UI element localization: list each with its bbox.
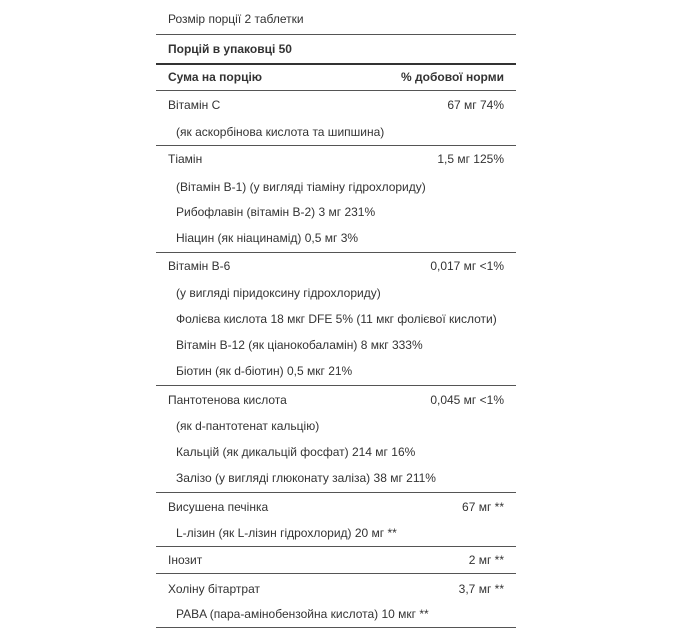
nutrient-detail: (Вітамін В-1) (у вигляді тіаміну гідрохлориду) [176,180,426,194]
nutrient-value: 67 мг ** [462,500,504,514]
nutrient-detail: Ніацин (як ніацинамід) 0,5 мг 3% [176,231,359,245]
nutrient-value: 3,7 мг ** [458,582,504,596]
nutrient-detail: Фолієва кислота 18 мкг DFE 5% (11 мкг фолієвої кислоти) [176,312,497,326]
nutrient-detail: (як аскорбінова кислота та шипшина) [176,125,385,139]
divider [156,385,516,386]
serving-size: Розмір порції 2 таблетки [168,12,304,26]
divider [156,627,516,628]
nutrient-detail: Рибофлавін (вітамін В-2) 3 мг 231% [176,205,376,219]
nutrient-name: Вітамін В-6 [168,259,231,273]
nutrient-detail: PABA (пара-амінобензойна кислота) 10 мкг ** [176,607,429,621]
nutrient-value: 2 мг ** [468,553,504,567]
servings-per-container: Порцій в упаковці 50 [168,42,292,56]
divider [156,145,516,146]
daily-value-header: % добової норми [401,70,504,84]
nutrient-value: 67 мг 74% [447,98,504,112]
nutrient-detail: Залізо (у вигляді глюконату заліза) 38 мг 211% [176,471,436,485]
nutrient-name: Холіну бітартрат [168,582,260,596]
nutrient-name: Пантотенова кислота [168,393,287,407]
nutrient-name: Висушена печінка [168,500,269,514]
nutrient-name: Інозит [168,553,203,567]
nutrient-detail: Вітамін В-12 (як ціанокобаламін) 8 мкг 333% [176,338,423,352]
amount-per-serving-header: Сума на порцію [168,70,263,84]
nutrient-value: 1,5 мг 125% [437,152,504,166]
nutrient-detail: L-лізин (як L-лізин гідрохлорид) 20 мг ** [176,526,397,540]
nutrient-name: Вітамін С [168,98,221,112]
nutrient-name: Тіамін [168,152,203,166]
nutrient-detail: (як d-пантотенат кальцію) [176,419,320,433]
nutrient-detail: Кальцій (як дикальцій фосфат) 214 мг 16% [176,445,416,459]
divider [156,573,516,574]
divider-thick [156,63,516,65]
divider [156,90,516,91]
nutrient-value: 0,045 мг <1% [430,393,504,407]
divider [156,34,516,35]
divider [156,546,516,547]
nutrient-detail: (у вигляді піридоксину гідрохлориду) [176,286,381,300]
nutrient-detail: Біотин (як d-біотин) 0,5 мкг 21% [176,364,353,378]
nutrient-value: 0,017 мг <1% [430,259,504,273]
divider [156,252,516,253]
divider [156,492,516,493]
